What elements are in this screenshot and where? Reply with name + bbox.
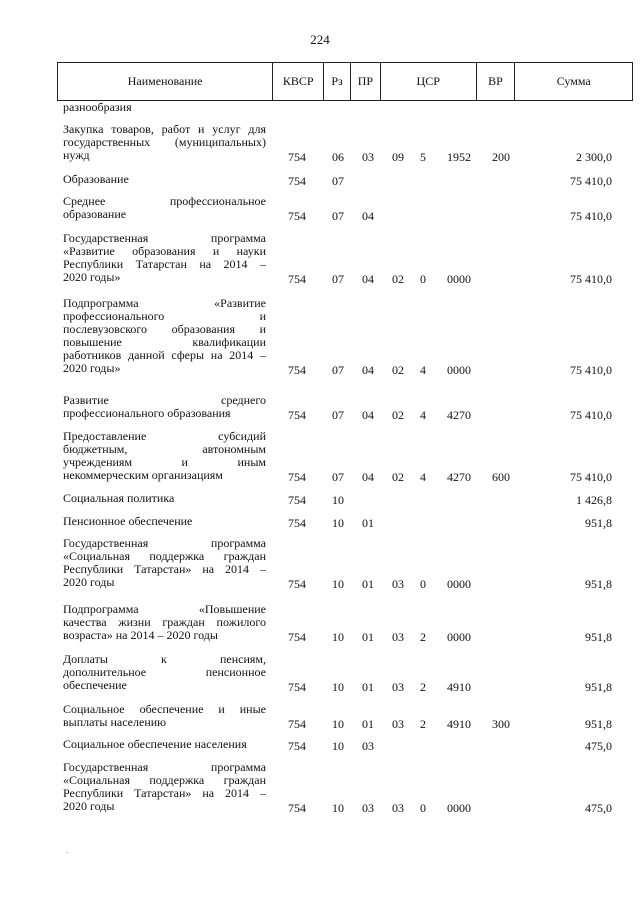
cell-kvsr: 754 xyxy=(288,174,306,188)
cell-csr1: 03 xyxy=(392,680,404,694)
row-name-line: Развитие среднего xyxy=(63,394,266,407)
cell-rz: 10 xyxy=(332,630,344,644)
cell-rz: 10 xyxy=(332,493,344,507)
cell-kvsr: 754 xyxy=(288,516,306,530)
cell-csr3: 0000 xyxy=(447,577,471,591)
cell-sum: 75 410,0 xyxy=(570,174,612,188)
row-name-line: Закупка товаров, работ и услуг для xyxy=(63,123,266,136)
row-name-line: государственных (муниципальных) xyxy=(63,136,266,149)
cell-sum: 475,0 xyxy=(585,739,612,753)
header-rz: Рз xyxy=(324,63,351,100)
cell-csr3: 0000 xyxy=(447,630,471,644)
header-csr: ЦСР xyxy=(381,63,477,100)
cell-csr1: 02 xyxy=(392,363,404,377)
cell-pr: 01 xyxy=(362,630,374,644)
cell-pr: 04 xyxy=(362,470,374,484)
cell-rz: 10 xyxy=(332,739,344,753)
cell-csr1: 02 xyxy=(392,408,404,422)
row-name-line: Государственная программа xyxy=(63,761,266,774)
row-name xyxy=(63,603,266,642)
table-row xyxy=(0,653,640,694)
cell-csr2: 0 xyxy=(420,272,426,286)
table-row xyxy=(0,101,640,117)
cell-csr1: 02 xyxy=(392,470,404,484)
cell-csr1: 02 xyxy=(392,272,404,286)
cell-csr1: 03 xyxy=(392,577,404,591)
row-name-line: повышение квалификации xyxy=(63,336,266,349)
row-name-line: качества жизни граждан пожилого xyxy=(63,616,266,629)
cell-pr: 04 xyxy=(362,363,374,377)
cell-kvsr: 754 xyxy=(288,680,306,694)
cell-csr2: 0 xyxy=(420,801,426,815)
cell-sum: 951,8 xyxy=(585,680,612,694)
cell-sum: 75 410,0 xyxy=(570,209,612,223)
cell-rz: 06 xyxy=(332,150,344,164)
cell-csr3: 4910 xyxy=(447,680,471,694)
row-name-line: Государственная программа xyxy=(63,537,266,550)
row-name-line: «Социальная поддержка граждан xyxy=(63,774,266,787)
table-row xyxy=(0,232,640,286)
table-row xyxy=(0,123,640,164)
header-kvsr: КВСР xyxy=(273,63,324,100)
cell-kvsr: 754 xyxy=(288,209,306,223)
table-row xyxy=(0,297,640,377)
row-name xyxy=(63,173,266,186)
row-name-line: Подпрограмма «Повышение xyxy=(63,603,266,616)
row-name-line: Пенсионное обеспечение xyxy=(63,515,193,528)
row-name-line: Республики Татарстан на 2014 – xyxy=(63,258,266,271)
row-name xyxy=(63,537,266,589)
row-name xyxy=(63,703,266,729)
cell-pr: 04 xyxy=(362,408,374,422)
row-name xyxy=(63,515,266,528)
cell-vr: 600 xyxy=(492,470,510,484)
row-name-line: 2020 годы xyxy=(63,800,115,813)
cell-pr: 04 xyxy=(362,209,374,223)
cell-csr1: 09 xyxy=(392,150,404,164)
row-name xyxy=(63,297,266,375)
cell-rz: 07 xyxy=(332,174,344,188)
row-name xyxy=(63,123,266,162)
table-row xyxy=(0,195,640,223)
row-name-line: профессионального образования xyxy=(63,407,231,420)
row-name-line: разнообразия xyxy=(63,101,132,114)
cell-pr: 01 xyxy=(362,680,374,694)
cell-pr: 03 xyxy=(362,739,374,753)
row-name-line: дополнительное пенсионное xyxy=(63,666,266,679)
cell-pr: 03 xyxy=(362,150,374,164)
cell-sum: 75 410,0 xyxy=(570,470,612,484)
cell-sum: 951,8 xyxy=(585,516,612,530)
cell-kvsr: 754 xyxy=(288,630,306,644)
row-name-line: Среднее профессиональное xyxy=(63,195,266,208)
cell-sum: 951,8 xyxy=(585,577,612,591)
row-name xyxy=(63,492,266,505)
table-row xyxy=(0,603,640,644)
row-name-line: Предоставление субсидий xyxy=(63,430,266,443)
row-name-line: выплаты населению xyxy=(63,716,167,729)
cell-rz: 07 xyxy=(332,209,344,223)
row-name xyxy=(63,232,266,284)
row-name xyxy=(63,653,266,692)
table-row xyxy=(0,430,640,484)
cell-kvsr: 754 xyxy=(288,801,306,815)
row-name-line: Социальная политика xyxy=(63,492,175,505)
page-number: 224 xyxy=(310,32,330,47)
cell-pr: 01 xyxy=(362,516,374,530)
cell-rz: 07 xyxy=(332,363,344,377)
cell-csr1: 03 xyxy=(392,630,404,644)
row-name-line: образование xyxy=(63,208,127,221)
cell-csr2: 2 xyxy=(420,717,426,731)
table-row xyxy=(0,761,640,815)
cell-sum: 2 300,0 xyxy=(576,150,612,164)
cell-kvsr: 754 xyxy=(288,577,306,591)
table-row xyxy=(0,394,640,422)
cell-pr: 04 xyxy=(362,272,374,286)
cell-csr3: 4270 xyxy=(447,470,471,484)
header-vr: ВР xyxy=(477,63,516,100)
cell-rz: 10 xyxy=(332,717,344,731)
cell-csr2: 4 xyxy=(420,470,426,484)
cell-csr2: 0 xyxy=(420,577,426,591)
cell-rz: 10 xyxy=(332,801,344,815)
cell-csr2: 2 xyxy=(420,630,426,644)
row-name-line: обеспечение xyxy=(63,679,127,692)
row-name xyxy=(63,430,266,482)
row-name-line: «Развитие образования и науки xyxy=(63,245,266,258)
cell-pr: 01 xyxy=(362,717,374,731)
cell-kvsr: 754 xyxy=(288,150,306,164)
cell-rz: 10 xyxy=(332,516,344,530)
table-row xyxy=(0,173,640,189)
cell-kvsr: 754 xyxy=(288,363,306,377)
cell-kvsr: 754 xyxy=(288,739,306,753)
row-name-line: некоммерческим организациям xyxy=(63,469,223,482)
header-sum: Сумма xyxy=(556,74,591,88)
row-name-line: «Социальная поддержка граждан xyxy=(63,550,266,563)
table-row xyxy=(0,492,640,508)
table-row xyxy=(0,703,640,731)
row-name-line: Республики Татарстан» на 2014 – xyxy=(63,787,266,800)
row-name-line: Образование xyxy=(63,173,129,186)
cell-sum: 951,8 xyxy=(585,717,612,731)
cell-csr3: 1952 xyxy=(447,150,471,164)
row-name-line: Социальное обеспечение и иные xyxy=(63,703,266,716)
row-name xyxy=(63,394,266,420)
cell-sum: 1 426,8 xyxy=(576,493,612,507)
cell-kvsr: 754 xyxy=(288,717,306,731)
table-row xyxy=(0,515,640,531)
row-name-line: Социальное обеспечение населения xyxy=(63,738,247,751)
cell-rz: 10 xyxy=(332,680,344,694)
cell-csr1: 03 xyxy=(392,717,404,731)
table-row xyxy=(0,738,640,754)
cell-csr3: 0000 xyxy=(447,363,471,377)
cell-kvsr: 754 xyxy=(288,493,306,507)
cell-pr: 01 xyxy=(362,577,374,591)
row-name-line: Республики Татарстан» на 2014 – xyxy=(63,563,266,576)
cell-sum: 75 410,0 xyxy=(570,408,612,422)
row-name-line: 2020 годы» xyxy=(63,271,121,284)
table-row xyxy=(0,537,640,591)
row-name-line: бюджетным, автономным xyxy=(63,443,266,456)
cell-kvsr: 754 xyxy=(288,408,306,422)
cell-csr2: 4 xyxy=(420,363,426,377)
row-name-line: профессионального и xyxy=(63,310,266,323)
row-name-line: нужд xyxy=(63,149,90,162)
cell-sum: 75 410,0 xyxy=(570,363,612,377)
row-name-line: работников данной сферы на 2014 – xyxy=(63,349,266,362)
row-name-line: Государственная программа xyxy=(63,232,266,245)
row-name-line: послевузовского образования и xyxy=(63,323,266,336)
cell-rz: 07 xyxy=(332,470,344,484)
cell-sum: 475,0 xyxy=(585,801,612,815)
cell-rz: 10 xyxy=(332,577,344,591)
cell-csr3: 0000 xyxy=(447,801,471,815)
cell-sum: 951,8 xyxy=(585,630,612,644)
row-name xyxy=(63,761,266,813)
cell-kvsr: 754 xyxy=(288,272,306,286)
row-name-line: 2020 годы» xyxy=(63,362,121,375)
cell-sum: 75 410,0 xyxy=(570,272,612,286)
row-name-line: учреждениям и иным xyxy=(63,456,266,469)
cell-csr3: 4910 xyxy=(447,717,471,731)
table-header xyxy=(57,62,633,101)
cell-csr2: 4 xyxy=(420,408,426,422)
row-name xyxy=(63,738,266,751)
header-pr: ПР xyxy=(351,63,381,100)
row-name-line: возраста» на 2014 – 2020 годы xyxy=(63,629,218,642)
cell-rz: 07 xyxy=(332,272,344,286)
row-name-line: Доплаты к пенсиям, xyxy=(63,653,266,666)
cell-pr: 03 xyxy=(362,801,374,815)
row-name xyxy=(63,101,266,114)
cell-kvsr: 754 xyxy=(288,470,306,484)
scan-speck xyxy=(66,852,68,853)
cell-csr3: 4270 xyxy=(447,408,471,422)
cell-vr: 300 xyxy=(492,717,510,731)
cell-csr2: 2 xyxy=(420,680,426,694)
cell-csr1: 03 xyxy=(392,801,404,815)
row-name-line: 2020 годы xyxy=(63,576,115,589)
row-name-line: Подпрограмма «Развитие xyxy=(63,297,266,310)
cell-csr2: 5 xyxy=(420,150,426,164)
header-name: Наименование xyxy=(58,63,273,100)
cell-rz: 07 xyxy=(332,408,344,422)
cell-csr3: 0000 xyxy=(447,272,471,286)
row-name xyxy=(63,195,266,221)
cell-vr: 200 xyxy=(492,150,510,164)
